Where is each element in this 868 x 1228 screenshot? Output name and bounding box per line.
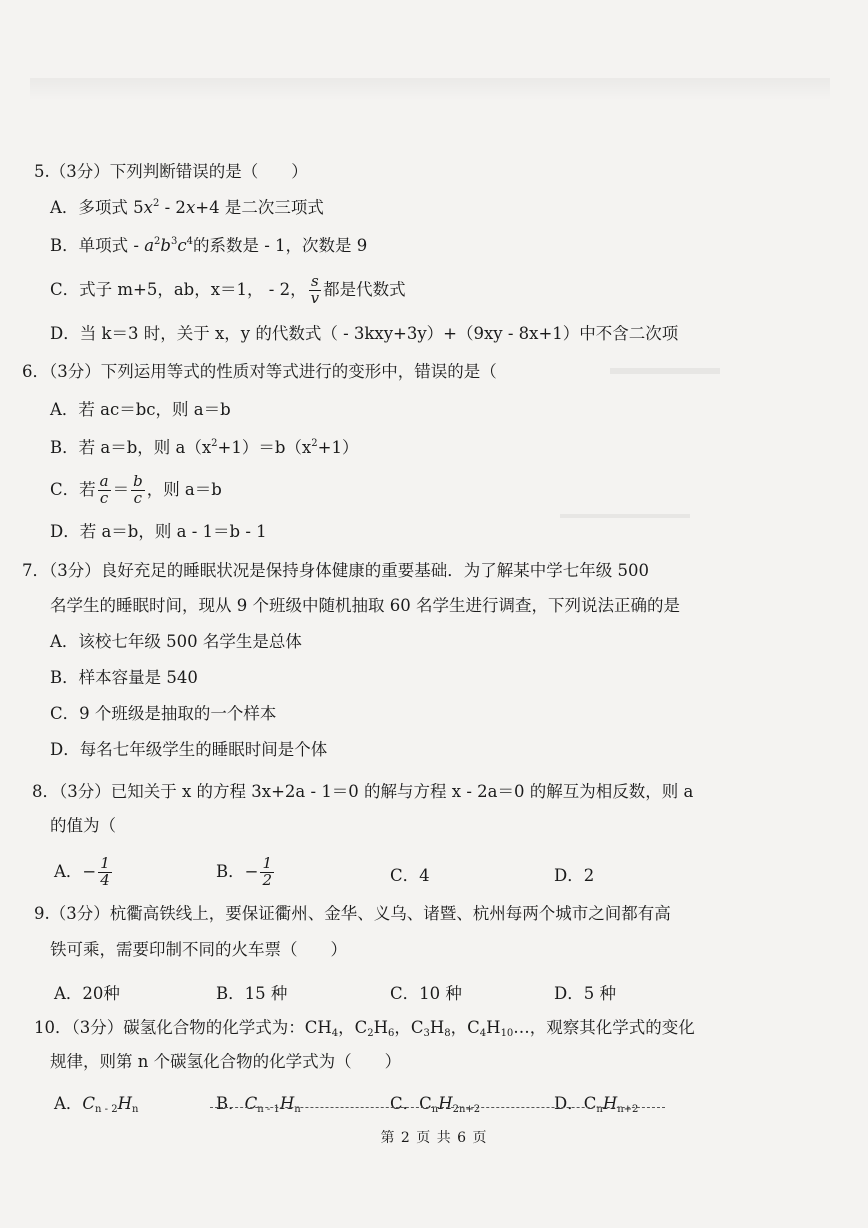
q10-option-c: C．$C_nH_{2n+2}$ <box>390 1094 481 1115</box>
q6-option-a: A．若 ac＝bc，则 a＝b <box>50 400 231 419</box>
fraction-s-over-v: $\frac{s}{v}$ <box>310 272 320 307</box>
page-footer: 第 2 页 共 6 页 <box>380 1130 488 1146</box>
q10-stem-line1: 10．（3分）碳氢化合物的化学式为：$CH_4$，$C_2H_6$，$C_3H_8$，$C_4H_{10}\dots$，观察其化学式的变化 <box>34 1018 695 1039</box>
scan-artifact <box>610 368 720 374</box>
q10-stem-line2: 规律，则第 n 个碳氢化合物的化学式为（ ） <box>50 1052 402 1071</box>
q9-option-a: A．20种 <box>54 984 120 1003</box>
q7-stem-line2: 名学生的睡眠时间，现从 9 个班级中随机抽取 60 名学生进行调查，下列说法正确的是 <box>50 596 680 615</box>
q9-option-b: B．15 种 <box>216 984 288 1003</box>
fraction-1-over-4: $\frac{1}{4}$ <box>100 854 110 889</box>
fraction-a-over-c: $\frac{a}{c}$ <box>99 472 109 507</box>
scan-shadow <box>30 78 830 100</box>
q5-option-c: C．式子 m+5，ab，x＝1， - 2， $\frac{s}{v}$ 都是代数式 <box>50 272 406 307</box>
q8-option-a: A．− $\frac{1}{4}$ <box>54 854 110 889</box>
q10-option-b: B．$C_{n - 1}H_n$ <box>216 1094 301 1115</box>
q9-stem-line2: 铁可乘，需要印制不同的火车票（ ） <box>50 940 347 959</box>
q10-option-d: D．$C_nH_{n+2}$ <box>554 1094 639 1115</box>
q5-stem: 5.（3分）下列判断错误的是（ ） <box>34 162 308 181</box>
fraction-b-over-c: $\frac{b}{c}$ <box>133 472 143 507</box>
q6-option-c: C．若 $\frac{a}{c}$ ＝ $\frac{b}{c}$ ，则 a＝b <box>50 472 222 507</box>
q10-option-a: A．$C_{n - 2}H_n$ <box>54 1094 139 1115</box>
q7-option-c: C．9 个班级是抽取的一个样本 <box>50 704 277 723</box>
q6-stem: 6．（3分）下列运用等式的性质对等式进行的变形中，错误的是（ <box>22 362 497 381</box>
q5-option-b: B．单项式 - $a^2b^3c^4$的系数是 - 1，次数是 9 <box>50 236 368 255</box>
q9-option-d: D．5 种 <box>554 984 616 1003</box>
q8-option-c: C．4 <box>390 866 430 885</box>
q5-option-d: D．当 k＝3 时，关于 x，y 的代数式（ - 3kxy+3y）+（9xy - 8x+1）中不含二次项 <box>50 324 679 343</box>
q8-stem-line2: 的值为（ <box>50 816 116 835</box>
q8-stem-line1: 8．（3分）已知关于 x 的方程 3x+2a - 1＝0 的解与方程 x - 2a＝0 的解互为相反数，则 a <box>32 782 694 801</box>
q9-option-c: C．10 种 <box>390 984 462 1003</box>
q7-option-b: B．样本容量是 540 <box>50 668 198 687</box>
q8-option-b: B．− $\frac{1}{2}$ <box>216 854 273 889</box>
q6-option-b: B．若 a＝b，则 $a(x^2+1)=b(x^2+1)$ <box>50 438 359 457</box>
q9-stem-line1: 9.（3分）杭衢高铁线上，要保证衢州、金华、义乌、诸暨、杭州每两个城市之间都有高 <box>34 904 671 923</box>
scan-dashed-line <box>210 1107 665 1109</box>
fraction-1-over-2: $\frac{1}{2}$ <box>262 854 273 889</box>
q5-option-a: A．多项式 $5x^2 - 2x+4$ 是二次三项式 <box>50 198 324 217</box>
q8-option-d: D．2 <box>554 866 595 885</box>
q7-option-a: A．该校七年级 500 名学生是总体 <box>50 632 302 651</box>
q7-stem-line1: 7．（3分）良好充足的睡眠状况是保持身体健康的重要基础．为了解某中学七年级 500 <box>22 561 649 580</box>
q6-option-d: D．若 a＝b，则 a - 1＝b - 1 <box>50 522 267 541</box>
scan-artifact <box>560 514 690 518</box>
q7-option-d: D．每名七年级学生的睡眠时间是个体 <box>50 740 328 759</box>
